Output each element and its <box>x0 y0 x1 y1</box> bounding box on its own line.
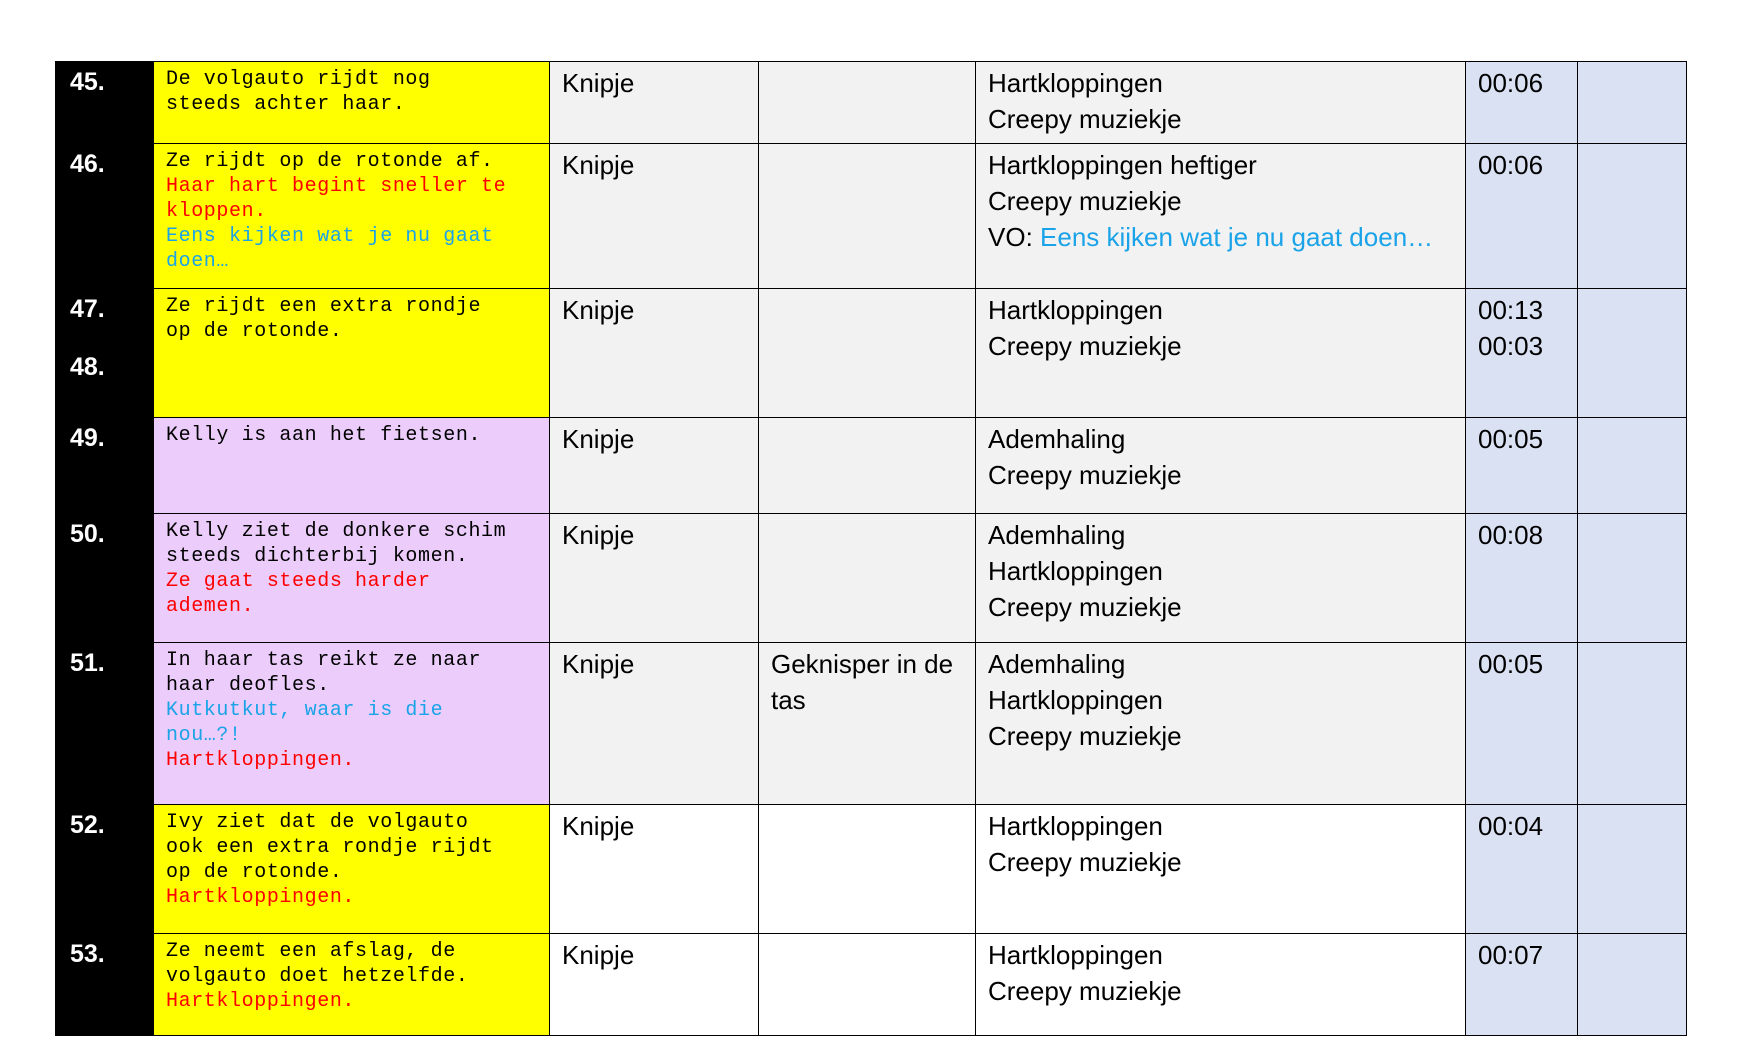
scene-line: In haar tas reikt ze naar <box>166 649 482 672</box>
scene-line: Ze neemt een afslag, de <box>166 940 456 963</box>
duration-cell <box>1466 144 1578 289</box>
scene-number-cell <box>56 514 154 643</box>
extra-cell <box>1578 418 1687 514</box>
audio-line: Ademhaling <box>988 424 1126 454</box>
storyboard-table <box>55 61 1687 1036</box>
audio-cell <box>976 514 1466 643</box>
duration-value: 00:04 <box>1478 811 1544 841</box>
table-row <box>56 62 1687 144</box>
audio-line: Hartkloppingen <box>988 685 1163 715</box>
shot-label: Knipje <box>562 520 635 550</box>
scene-description-cell <box>154 289 550 418</box>
duration-cell <box>1466 514 1578 643</box>
scene-line: doen… <box>166 250 230 273</box>
duration-value: 00:05 <box>1478 424 1544 454</box>
scene-number-cell <box>56 934 154 1036</box>
audio-line: Creepy muziekje <box>988 104 1182 134</box>
scene-line: De volgauto rijdt nog <box>166 68 431 91</box>
sound-effect-cell <box>759 643 976 805</box>
scene-number: 48. <box>70 353 105 381</box>
scene-line: Ivy ziet dat de volgauto <box>166 811 469 834</box>
shot-label: Knipje <box>562 68 635 98</box>
scene-number: 51. <box>70 649 105 677</box>
scene-number: 52. <box>70 811 105 839</box>
extra-cell <box>1578 289 1687 418</box>
duration-value: 00:08 <box>1478 520 1544 550</box>
scene-number-cell <box>56 805 154 934</box>
scene-number: 46. <box>70 150 105 178</box>
duration-value: 00:06 <box>1478 150 1544 180</box>
audio-line: Creepy muziekje <box>988 847 1182 877</box>
table-row <box>56 805 1687 934</box>
voice-over-line <box>988 219 1453 255</box>
sound-effect-cell <box>759 805 976 934</box>
shot-label: Knipje <box>562 295 635 325</box>
duration-value: 00:03 <box>1478 331 1544 361</box>
audio-line: Creepy muziekje <box>988 331 1182 361</box>
scene-number: 50. <box>70 520 105 548</box>
duration-value: 00:13 <box>1478 295 1544 325</box>
audio-cell <box>976 144 1466 289</box>
audio-line: Creepy muziekje <box>988 186 1182 216</box>
duration-value: 00:06 <box>1478 68 1544 98</box>
duration-value: 00:05 <box>1478 649 1544 679</box>
scene-line: ook een extra rondje rijdt <box>166 836 494 859</box>
extra-cell <box>1578 62 1687 144</box>
audio-line: Creepy muziekje <box>988 976 1182 1006</box>
scene-line: Hartkloppingen. <box>166 749 356 772</box>
audio-cell <box>976 805 1466 934</box>
duration-cell <box>1466 289 1578 418</box>
scene-line: volgauto doet hetzelfde. <box>166 965 469 988</box>
duration-cell <box>1466 643 1578 805</box>
scene-number: 47. <box>70 295 105 323</box>
shot-label: Knipje <box>562 150 635 180</box>
scene-line: Kutkutkut, waar is die <box>166 699 444 722</box>
duration-cell <box>1466 62 1578 144</box>
table-row <box>56 144 1687 289</box>
shot-cell <box>550 418 759 514</box>
audio-line: Hartkloppingen <box>988 295 1163 325</box>
audio-cell <box>976 643 1466 805</box>
scene-line: Hartkloppingen. <box>166 990 356 1013</box>
extra-cell <box>1578 805 1687 934</box>
extra-cell <box>1578 934 1687 1036</box>
scene-number-cell <box>56 418 154 514</box>
audio-line: Hartkloppingen <box>988 68 1163 98</box>
shot-cell <box>550 62 759 144</box>
scene-number-cell <box>56 289 154 418</box>
scene-line: Hartkloppingen. <box>166 886 356 909</box>
sound-effect-cell <box>759 514 976 643</box>
duration-cell <box>1466 934 1578 1036</box>
scene-number: 53. <box>70 940 105 968</box>
sound-effect-cell <box>759 289 976 418</box>
audio-cell <box>976 289 1466 418</box>
table-row <box>56 289 1687 418</box>
audio-line: Ademhaling <box>988 649 1126 679</box>
audio-line: Creepy muziekje <box>988 592 1182 622</box>
voice-over-prefix: VO: <box>988 222 1041 252</box>
scene-number-cell <box>56 643 154 805</box>
table-row <box>56 643 1687 805</box>
scene-description-cell <box>154 934 550 1036</box>
shot-label: Knipje <box>562 940 635 970</box>
audio-cell <box>976 418 1466 514</box>
audio-line: Hartkloppingen heftiger <box>988 150 1257 180</box>
scene-line: Haar hart begint sneller te <box>166 175 507 198</box>
scene-line: kloppen. <box>166 200 267 223</box>
scene-description-cell <box>154 643 550 805</box>
sound-effect-cell <box>759 144 976 289</box>
scene-number: 45. <box>70 68 105 96</box>
audio-line: Creepy muziekje <box>988 460 1182 490</box>
sound-effect-cell <box>759 418 976 514</box>
table-row <box>56 418 1687 514</box>
shot-cell <box>550 144 759 289</box>
audio-line: Creepy muziekje <box>988 721 1182 751</box>
duration-value: 00:07 <box>1478 940 1544 970</box>
scene-line: Ze rijdt een extra rondje <box>166 295 482 318</box>
shot-label: Knipje <box>562 649 635 679</box>
audio-cell <box>976 934 1466 1036</box>
scene-line: op de rotonde. <box>166 861 343 884</box>
shot-cell <box>550 643 759 805</box>
sound-effect-cell <box>759 62 976 144</box>
scene-number: 49. <box>70 424 105 452</box>
scene-line: steeds dichterbij komen. <box>166 545 469 568</box>
shot-cell <box>550 934 759 1036</box>
scene-line: nou…?! <box>166 724 242 747</box>
extra-cell <box>1578 643 1687 805</box>
shot-cell <box>550 289 759 418</box>
scene-line: ademen. <box>166 595 255 618</box>
scene-number-cell <box>56 62 154 144</box>
shot-cell <box>550 805 759 934</box>
audio-cell <box>976 62 1466 144</box>
duration-cell <box>1466 805 1578 934</box>
scene-description-cell <box>154 418 550 514</box>
sound-effect-text: Geknisper in de tas <box>771 649 954 715</box>
audio-line: Ademhaling <box>988 520 1126 550</box>
scene-line: steeds achter haar. <box>166 93 406 116</box>
extra-cell <box>1578 514 1687 643</box>
extra-cell <box>1578 144 1687 289</box>
scene-line: Ze rijdt op de rotonde af. <box>166 150 494 173</box>
scene-description-cell <box>154 514 550 643</box>
scene-description-cell <box>154 62 550 144</box>
table-row <box>56 934 1687 1036</box>
scene-line: Eens kijken wat je nu gaat <box>166 225 494 248</box>
scene-line: Kelly ziet de donkere schim <box>166 520 507 543</box>
sound-effect-cell <box>759 934 976 1036</box>
scene-description-cell <box>154 144 550 289</box>
scene-line: Ze gaat steeds harder <box>166 570 431 593</box>
shot-label: Knipje <box>562 424 635 454</box>
audio-line: Hartkloppingen <box>988 811 1163 841</box>
duration-cell <box>1466 418 1578 514</box>
voice-over-text: Eens kijken wat je nu gaat doen… <box>1040 222 1434 252</box>
audio-line: Hartkloppingen <box>988 556 1163 586</box>
scene-line: op de rotonde. <box>166 320 343 343</box>
table-row <box>56 514 1687 643</box>
scene-description-cell <box>154 805 550 934</box>
storyboard-body <box>56 62 1687 1036</box>
shot-cell <box>550 514 759 643</box>
shot-label: Knipje <box>562 811 635 841</box>
scene-line: haar deofles. <box>166 674 330 697</box>
audio-line: Hartkloppingen <box>988 940 1163 970</box>
scene-line: Kelly is aan het fietsen. <box>166 424 482 447</box>
scene-number-cell <box>56 144 154 289</box>
